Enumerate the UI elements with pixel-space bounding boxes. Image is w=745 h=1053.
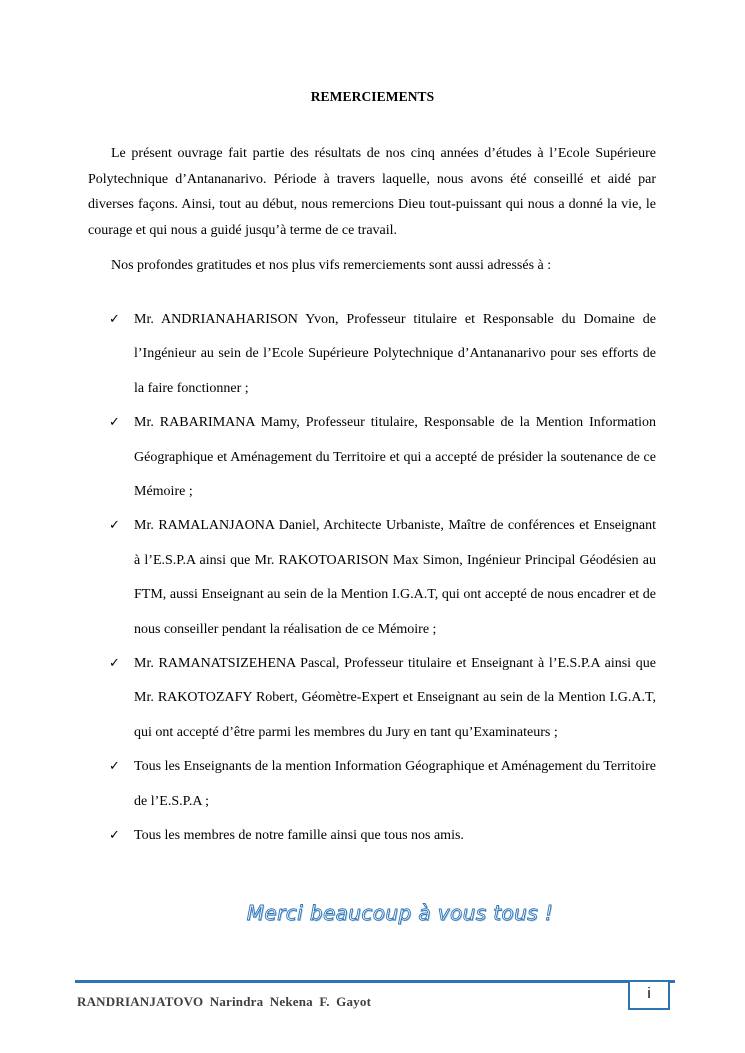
checkmark-icon: ✓ xyxy=(109,759,120,775)
page-number: i xyxy=(647,985,651,1002)
list-item xyxy=(108,406,656,509)
page-number-box xyxy=(628,982,670,1010)
list-item xyxy=(108,750,656,819)
intro-paragraph: Le présent ouvrage fait partie des résultats de nos cinq années d’études à l’Ecole Supérieure Polytechnique d’Antananarivo. Période à travers laquelle, nous avons été conseillé et aidé par diverses façons. Ainsi, tout au début, nous remercions Dieu tout-puissant qui nous a donné la vie, le courage et qui nous a guidé jusqu’à terme de ce travail. xyxy=(88,146,656,238)
list-item-text: Mr. RAMALANJAONA Daniel, Architecte Urbaniste, Maître de conférences et Enseignant à l’E.S.P.A ainsi que Mr. RAKOTOARISON Max Simon, Ingénieur Principal Géodésien au FTM, aussi Enseignant au sein de la Mention I.G.A.T, qui ont accepté de nous encadrer et de nous conseiller pendant la réalisation de ce Mémoire ; xyxy=(134,518,656,637)
list-item-text: Mr. RABARIMANA Mamy, Professeur titulaire, Responsable de la Mention Information Géographique et Aménagement du Territoire et qui a accepté de présider la soutenance de ce Mémoire ; xyxy=(134,415,656,500)
checkmark-icon: ✓ xyxy=(109,656,120,672)
list-item xyxy=(108,303,656,406)
list-item-text: Mr. RAMANATSIZEHENA Pascal, Professeur titulaire et Enseignant à l’E.S.P.A ainsi que Mr. RAKOTOZAFY Robert, Géomètre-Expert et Enseignant au sein de la Mention I.G.A.T, qui ont accepté d’être parmi les membres du Jury en tant qu’Examinateurs ; xyxy=(134,656,656,740)
closing-message: Merci beaucoup à vous tous ! xyxy=(246,901,554,925)
acknowledgements-list xyxy=(108,303,656,854)
footer-author: RANDRIANJATOVO Narindra Nekena F. Gayot xyxy=(77,994,372,1009)
list-item xyxy=(108,647,656,750)
checkmark-icon: ✓ xyxy=(109,312,120,327)
list-item-text: Tous les membres de notre famille ainsi que tous nos amis. xyxy=(134,828,464,844)
footer-divider xyxy=(75,980,675,983)
checkmark-icon: ✓ xyxy=(109,828,120,844)
list-item-text: Tous les Enseignants de la mention Information Géographique et Aménagement du Territoire de l’E.S.P.A ; xyxy=(134,759,656,809)
list-item xyxy=(108,509,656,647)
checkmark-icon: ✓ xyxy=(109,518,120,534)
checkmark-icon: ✓ xyxy=(109,415,120,431)
page-title: REMERCIEMENTS xyxy=(310,89,435,104)
list-item xyxy=(108,819,656,853)
list-item-text: Mr. ANDRIANAHARISON Yvon, Professeur titulaire et Responsable du Domaine de l’Ingénieur au sein de l’Ecole Supérieure Polytechnique d’Antananarivo pour ses efforts de la faire fonctionner ; xyxy=(134,312,656,396)
lead-paragraph: Nos profondes gratitudes et nos plus vifs remerciements sont aussi adressés à : xyxy=(111,258,552,273)
